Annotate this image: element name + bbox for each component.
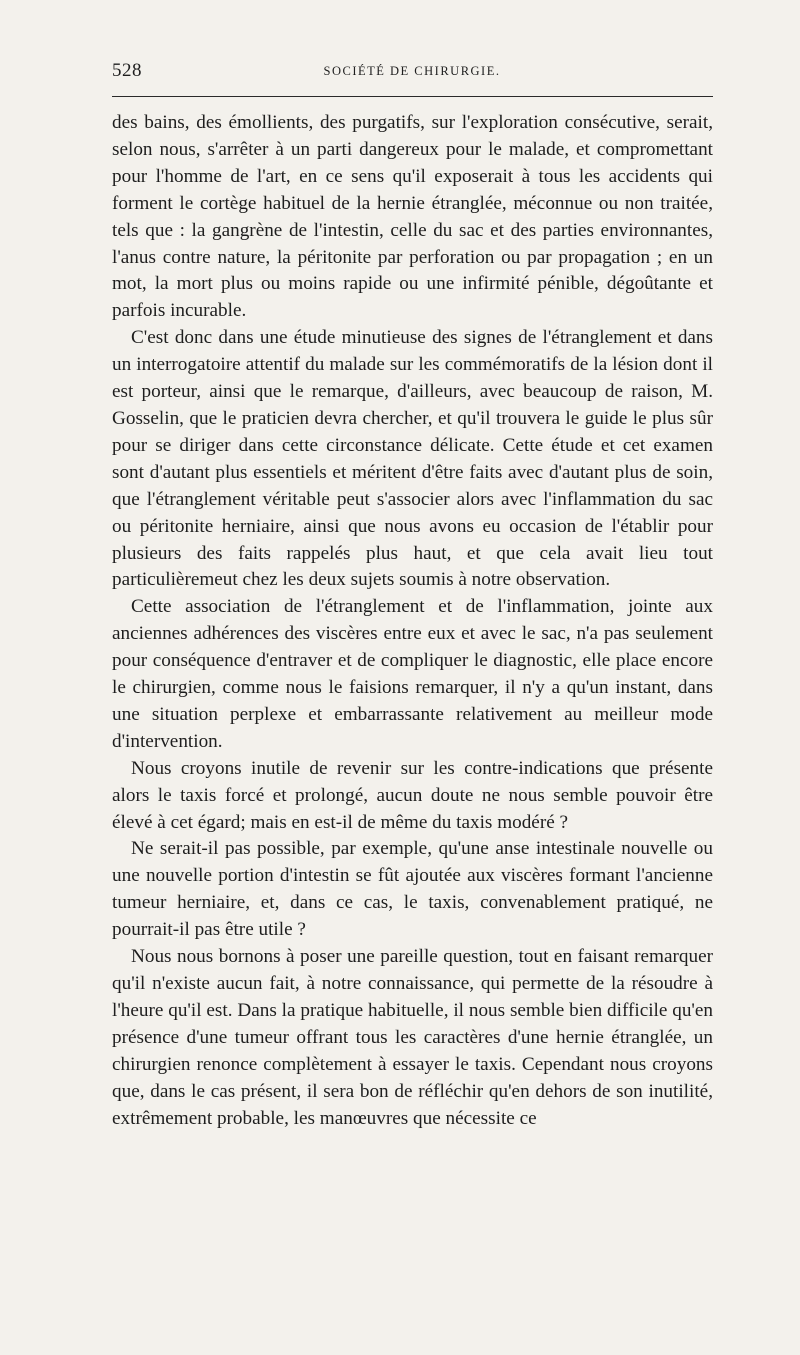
paragraph: C'est donc dans une étude minutieuse des signes de l'étranglement et dans un interrogatoire attentif du malade sur les commémoratifs de la lésion dont il est porteur, ainsi que le remarque, d'ailleurs, avec beaucoup de raison, M. Gosselin, que le praticien devra chercher, et qu'il trouvera le guide le plus sûr pour se diriger dans cette circonstance délicate. Cette étude et cet examen sont d'autant plus essentiels et méritent d'être faits avec d'autant plus de soin, que l'étranglement véritable peut s'associer alors avec l'inflammation du sac ou péritonite herniaire, ainsi que nous avons eu occasion de l'établir pour plusieurs des faits rappelés plus haut, et que cela avait lieu tout particulièremeut chez les deux sujets soumis à notre observation. [112,327,713,591]
paragraph: des bains, des émollients, des purgatifs, sur l'exploration consécutive, serait, selon nous, s'arrêter à un parti dangereux pour le malade, et compromettant pour l'homme de l'art, en ce sens qu'il exposerait à tous les accidents qui forment le cortège habituel de la hernie étranglée, méconnue ou non traitée, tels que : la gangrène de l'intestin, celle du sac et des parties environnantes, l'anus contre nature, la péritonite par perforation ou par propagation ; en un mot, la mort plus ou moins rapide ou une infirmité pénible, dégoûtante et parfois incurable. [112,112,713,322]
page-number: 528 [112,60,142,81]
header-rule [112,96,713,97]
paragraph: Nous nous bornons à poser une pareille question, tout en faisant remarquer qu'il n'existe aucun fait, à notre connaissance, qui permette de la résoudre à l'heure qu'il est. Dans la pratique habituelle, il nous semble bien difficile qu'en présence d'une tumeur offrant tous les caractères d'une hernie étranglée, un chirurgien renonce complètement à essayer le taxis. Cependant nous croyons que, dans le cas présent, il sera bon de réfléchir qu'en dehors de son inutilité, extrêmement probable, les manœuvres que nécessite ce [112,946,713,1129]
running-title: SOCIÉTÉ DE CHIRURGIE. [323,64,501,78]
paragraph: Nous croyons inutile de revenir sur les contre-indications que présente alors le taxis forcé et prolongé, aucun doute ne nous semble pouvoir être élevé à cet égard; mais en est-il de même du taxis modéré ? [112,757,713,833]
body-text [112,110,713,1132]
paragraph: Cette association de l'étranglement et de l'inflammation, jointe aux anciennes adhérences des viscères entre eux et avec le sac, n'a pas seulement pour conséquence d'entraver et de compliquer le diagnostic, elle place encore le chirurgien, comme nous le faisions remarquer, il n'y a qu'un instant, dans une situation perplexe et embarrassante relativement au meilleur mode d'intervention. [112,596,713,752]
page-header [112,60,712,86]
paragraph: Ne serait-il pas possible, par exemple, qu'une anse intestinale nouvelle ou une nouvelle portion d'intestin se fût ajoutée aux viscères formant l'ancienne tumeur herniaire, et, dans ce cas, le taxis, convenablement pratiqué, ne pourrait-il pas être utile ? [112,838,713,941]
